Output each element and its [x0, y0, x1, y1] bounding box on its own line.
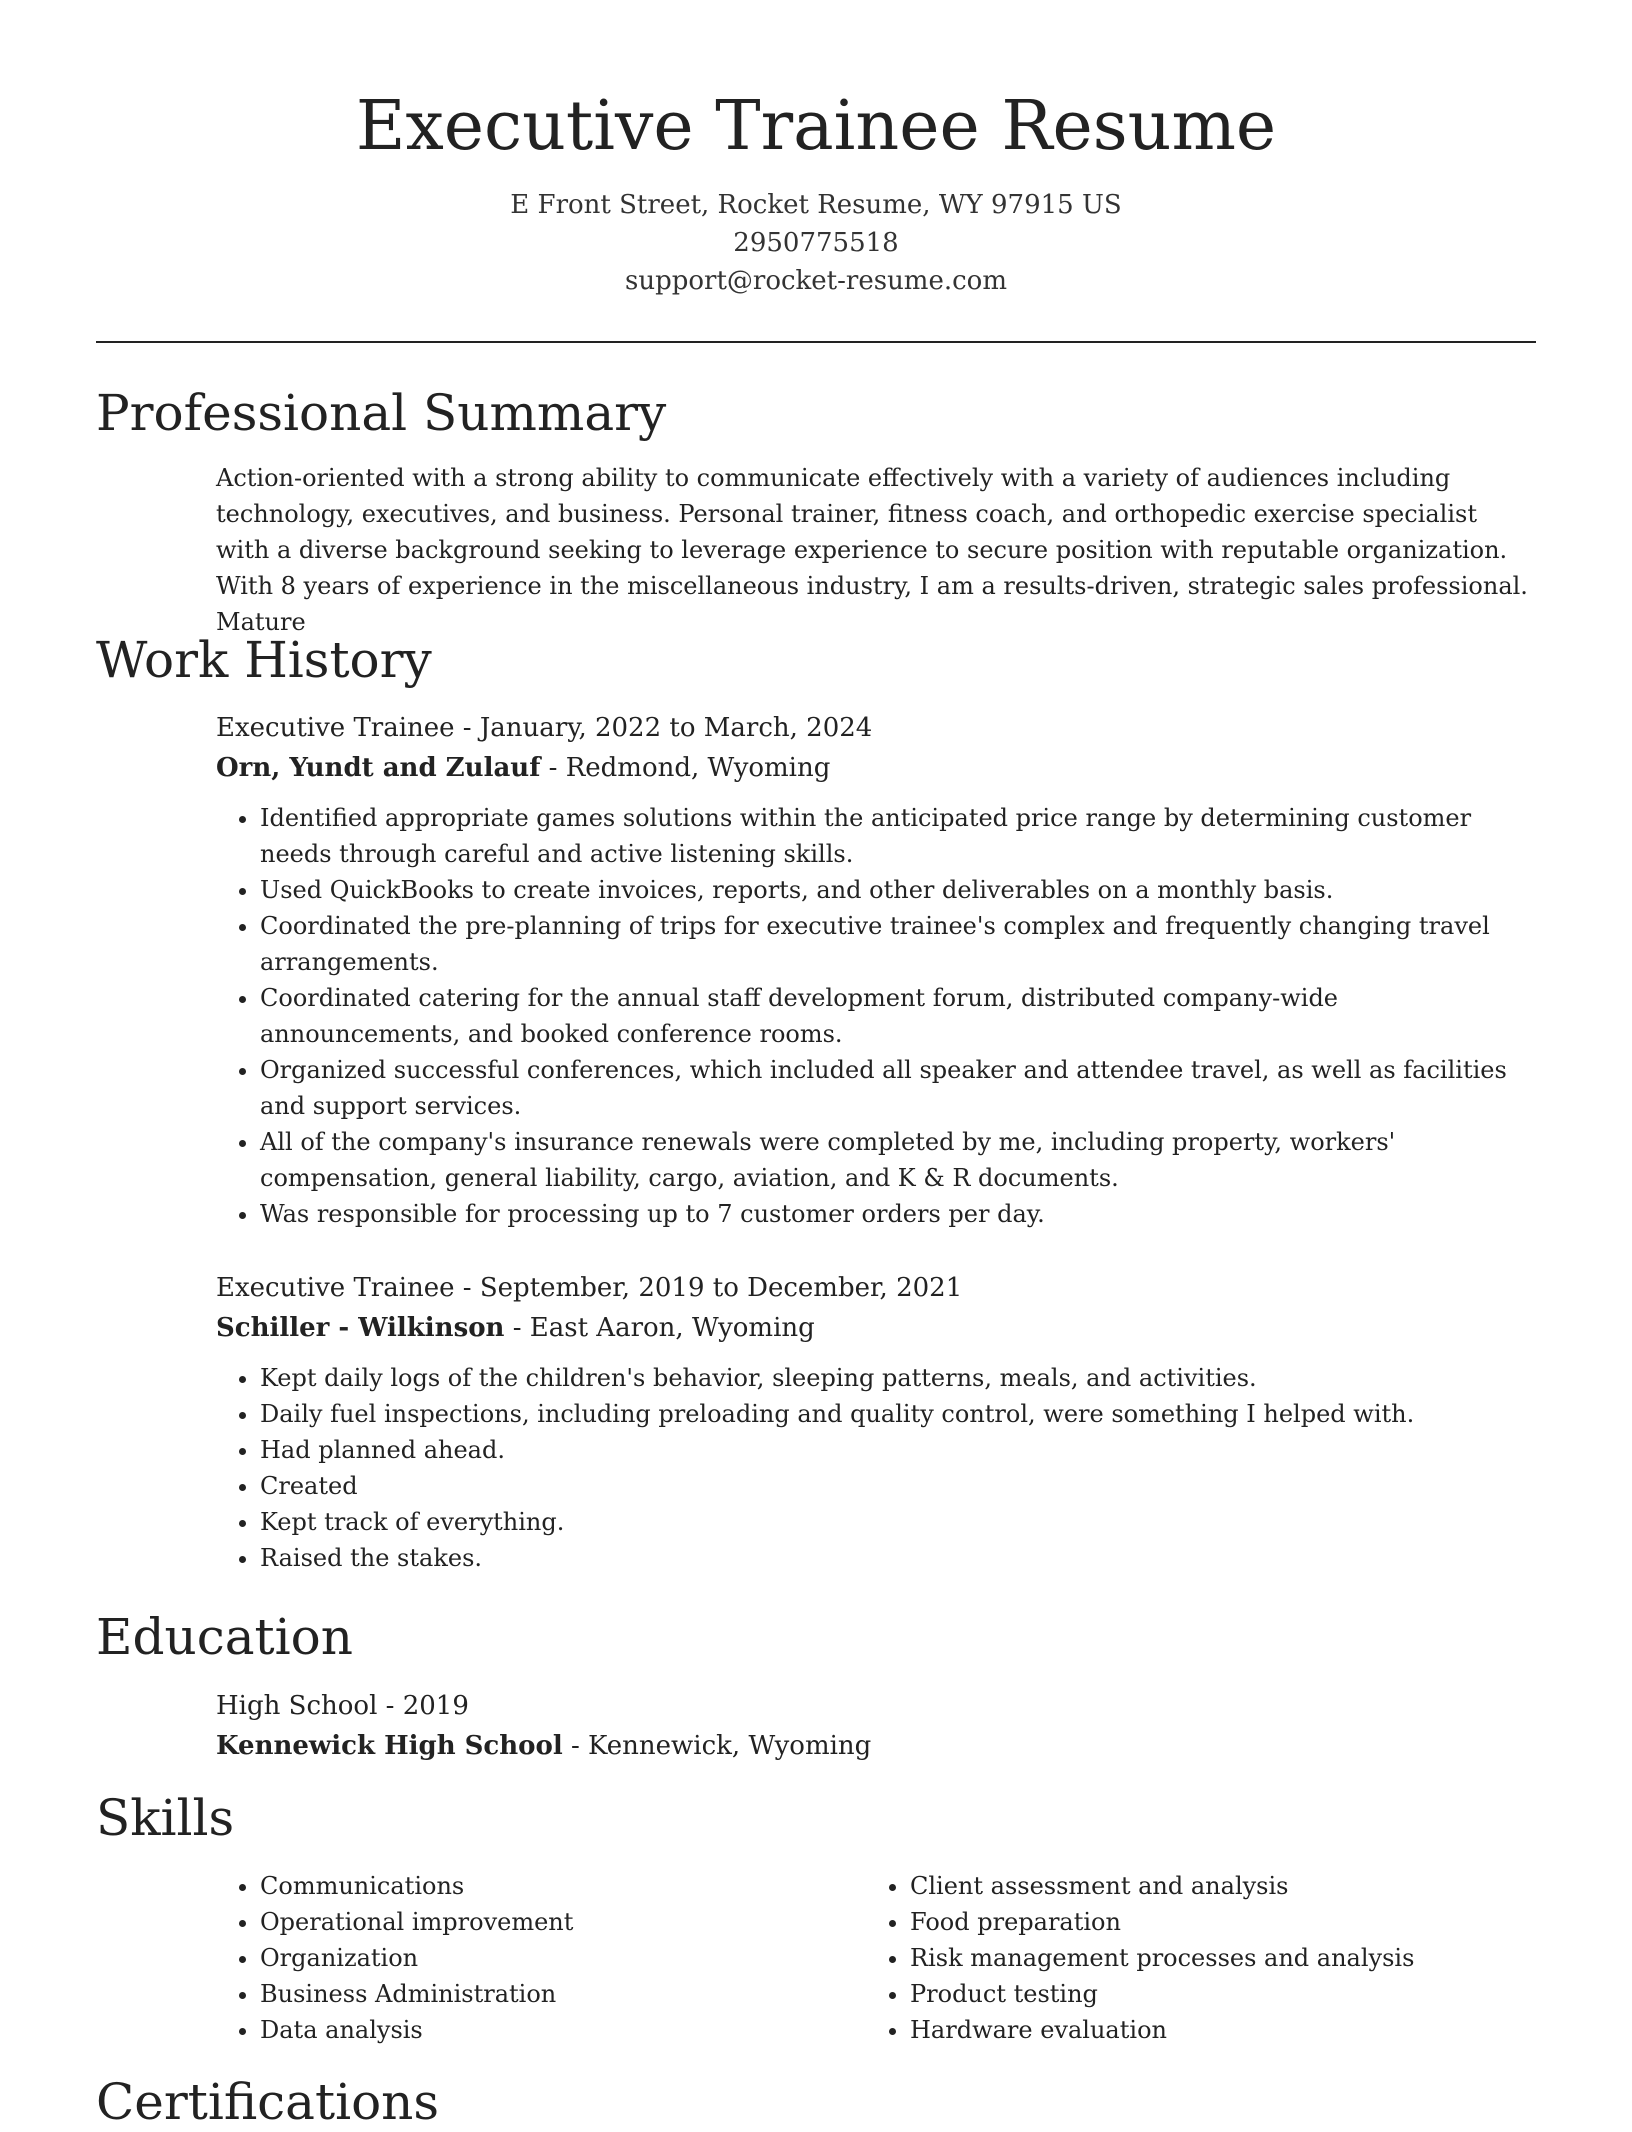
- list-item: • Kept daily logs of the children's behavior, sleeping patterns, meals, and activities.: [260, 1360, 1536, 1396]
- list-item: • Organized successful conferences, which included all speaker and attendee travel, as well as facilities and support services.: [260, 1052, 1536, 1124]
- list-item: • Product testing: [910, 1976, 1516, 2012]
- resume-header: [0, 0, 1632, 300]
- address: E Front Street, Rocket Resume, WY 97915 US: [510, 190, 1122, 220]
- list-item: • Kept track of everything.: [260, 1504, 1536, 1540]
- list-item: • Risk management processes and analysis: [910, 1940, 1516, 1976]
- list-item: • Hardware evaluation: [910, 2012, 1516, 2048]
- school-line: [216, 1726, 1536, 1766]
- job-entry: [216, 708, 1536, 1232]
- degree: High School: [216, 1691, 378, 1721]
- list-item: • Data analysis: [260, 2012, 866, 2048]
- school-name: Kennewick High School: [216, 1731, 563, 1761]
- job-dates: - January, 2022 to March, 2024: [454, 713, 873, 743]
- list-item: • Communications: [260, 1868, 866, 1904]
- skills-list: [216, 1868, 1536, 2048]
- graduation-year: - 2019: [377, 1691, 469, 1721]
- skills-heading: Skills: [96, 1789, 235, 1847]
- skills-column-left: [216, 1868, 866, 2048]
- list-item: • Client assessment and analysis: [910, 1868, 1516, 1904]
- company-name: Schiller - Wilkinson: [216, 1313, 505, 1343]
- skills-column-right: [866, 1868, 1516, 2048]
- job-dates: - September, 2019 to December, 2021: [454, 1273, 963, 1303]
- summary-heading: Professional Summary: [96, 384, 667, 442]
- list-item: • Was responsible for processing up to 7 customer orders per day.: [260, 1196, 1536, 1232]
- list-item: • Daily fuel inspections, including preloading and quality control, were something I helped with.: [260, 1396, 1536, 1432]
- summary-block: [216, 460, 1536, 636]
- job-company-line: [216, 1308, 1536, 1348]
- list-item: • Created: [260, 1468, 1536, 1504]
- list-item: • Coordinated catering for the annual staff development forum, distributed company-wide announcements, and booked conference rooms.: [260, 980, 1536, 1052]
- header-divider: [96, 341, 1536, 343]
- list-item: • Operational improvement: [260, 1904, 866, 1940]
- list-item: • Business Administration: [260, 1976, 866, 2012]
- company-location: - East Aaron, Wyoming: [504, 1313, 815, 1343]
- list-item: • Had planned ahead.: [260, 1432, 1536, 1468]
- job-entry: [216, 1268, 1536, 1576]
- school-location: - Kennewick, Wyoming: [562, 1731, 872, 1761]
- email: support@rocket-resume.com: [624, 266, 1007, 296]
- list-item: • Used QuickBooks to create invoices, reports, and other deliverables on a monthly basis.: [260, 872, 1536, 908]
- list-item: • Identified appropriate games solutions within the anticipated price range by determining customer needs through careful and active listening skills.: [260, 800, 1536, 872]
- list-item: • Coordinated the pre-planning of trips for executive trainee's complex and frequently changing travel arrangements.: [260, 908, 1536, 980]
- resume-title: Executive Trainee Resume: [355, 87, 1277, 166]
- degree-line: [216, 1686, 1536, 1726]
- education-heading: Education: [96, 1608, 353, 1666]
- list-item: • Organization: [260, 1940, 866, 1976]
- job-bullets: [216, 800, 1536, 1232]
- job-bullets: [216, 1360, 1536, 1576]
- job-title-line: [216, 708, 1536, 748]
- job-title: Executive Trainee: [216, 1273, 455, 1303]
- list-item: • Food preparation: [910, 1904, 1516, 1940]
- education-entry: [216, 1686, 1536, 1766]
- list-item: • All of the company's insurance renewals were completed by me, including property, workers' compensation, general liability, cargo, aviation, and K & R documents.: [260, 1124, 1536, 1196]
- list-item: • Raised the stakes.: [260, 1540, 1536, 1576]
- certifications-heading: Certifications: [96, 2073, 440, 2131]
- company-location: - Redmond, Wyoming: [540, 753, 831, 783]
- company-name: Orn, Yundt and Zulauf: [216, 753, 541, 783]
- phone: 2950775518: [733, 228, 899, 258]
- contact-info: [0, 186, 1632, 300]
- job-company-line: [216, 748, 1536, 788]
- job-title-line: [216, 1268, 1536, 1308]
- summary-text: Action-oriented with a strong ability to communicate effectively with a variety of audiences including technology, executives, and business. Personal trainer, fitness coach, and orthopedic exercise specialist with a diverse background seeking to leverage experience to secure position with reputable organization. With 8 years of experience in the miscellaneous industry, I am a results-driven, strategic sales professional. Mature: [216, 464, 1528, 636]
- job-title: Executive Trainee: [216, 713, 455, 743]
- work-history-heading: Work History: [96, 631, 432, 689]
